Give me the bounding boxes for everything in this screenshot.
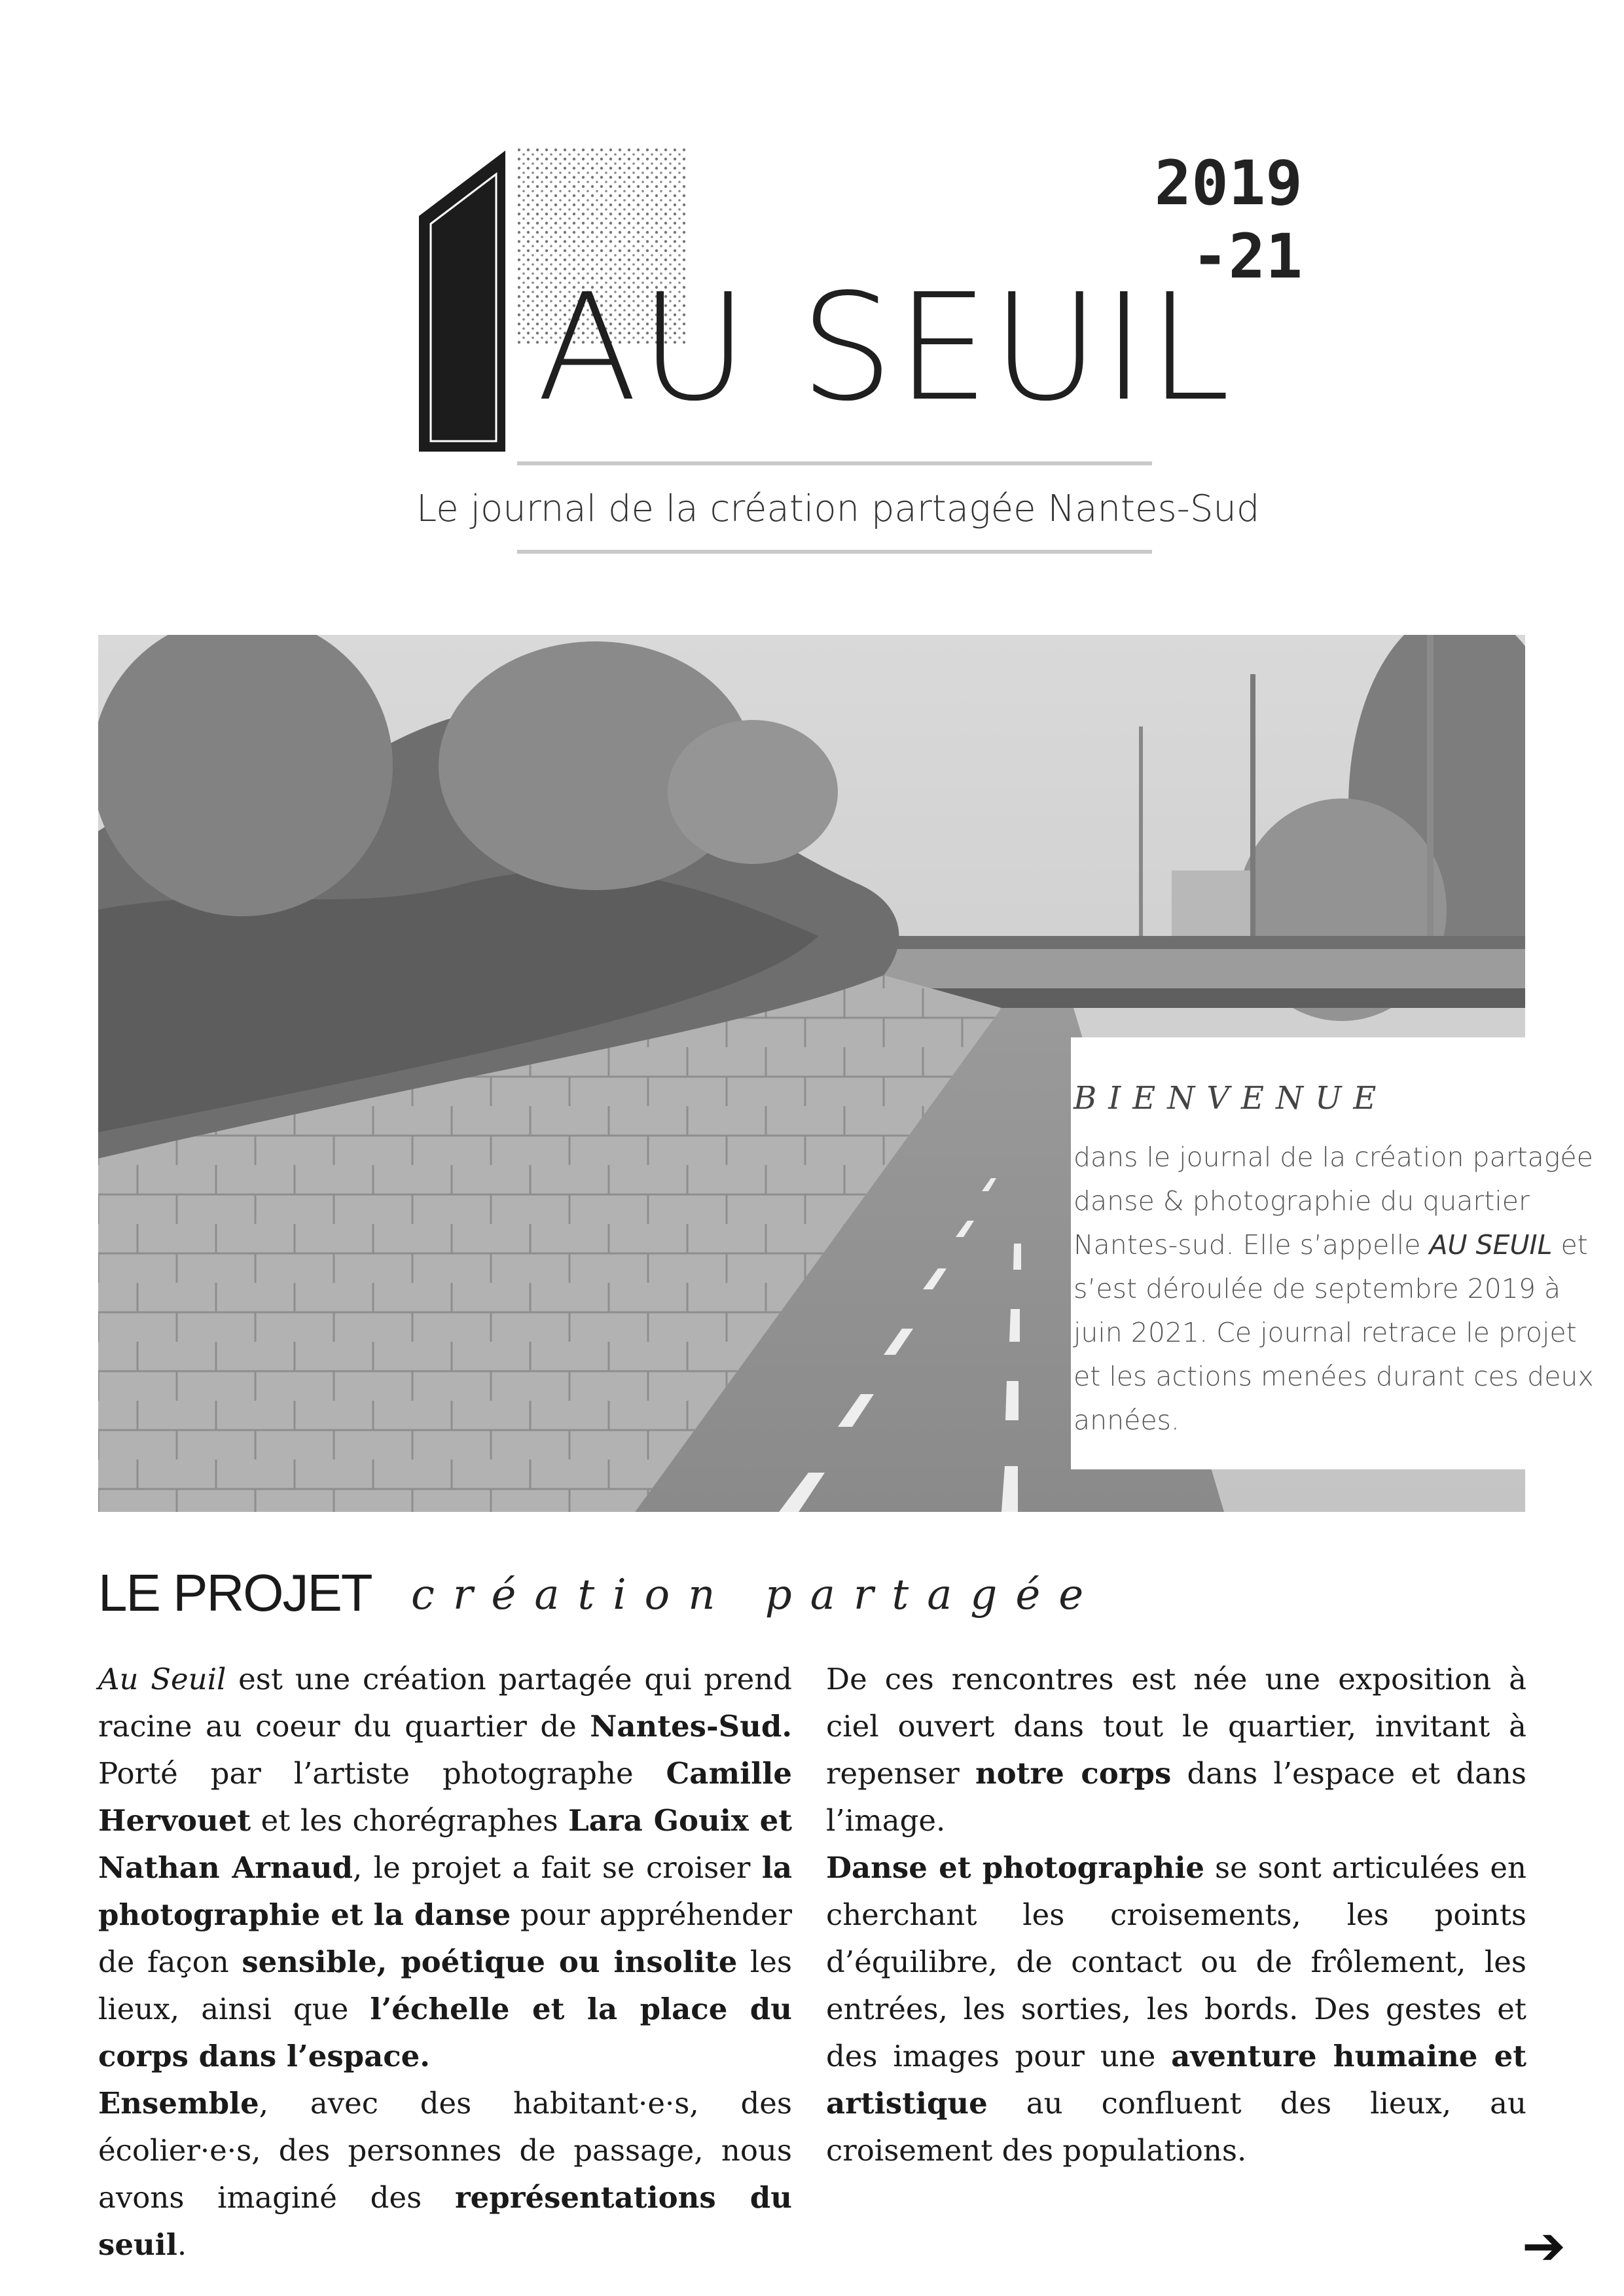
welcome-text-part: dans le journal de la création partagée danse & photographie du quartier Nantes-sud. Elle s’appelle xyxy=(1074,1141,1593,1261)
section-subtitle: création partagée xyxy=(411,1571,1102,1619)
text-bold: sensible, poétique ou insolite xyxy=(242,1945,738,1979)
text: , avec des habitant·e·s, des écolier·e·s, des personnes de passage, nous avons imaginé des xyxy=(98,2086,792,2215)
year-start: 2019 xyxy=(1154,148,1303,219)
paragraph xyxy=(826,1656,1526,1844)
text-bold: la photographie et la danse xyxy=(98,1850,792,1932)
text-bold: Camille Hervouet xyxy=(98,1756,792,1838)
text-bold: Nantes-Sud. xyxy=(590,1709,792,1744)
text-bold: Lara Gouix et Nathan Arnaud xyxy=(98,1803,792,1885)
welcome-text-part: et s’est déroulée de septembre 2019 à juin 2021. Ce journal retrace le projet et les actions menées durant ces deux années. xyxy=(1074,1229,1594,1436)
welcome-project-name: AU SEUIL xyxy=(1429,1229,1553,1261)
welcome-text xyxy=(1074,1136,1610,1443)
text: , le projet a fait se croiser xyxy=(353,1850,762,1885)
body-column-right xyxy=(826,1656,1526,2174)
text: dans l’espace et dans l’image. xyxy=(826,1756,1526,1838)
text: et les chorégraphes xyxy=(251,1803,569,1838)
paragraph xyxy=(98,2080,792,2269)
masthead-title: AU SEUIL xyxy=(537,262,1233,434)
welcome-heading: BIENVENUE xyxy=(1074,1080,1388,1117)
year-end: -21 xyxy=(1191,221,1303,293)
next-page-arrow-icon[interactable]: ➔ xyxy=(1522,2215,1566,2276)
section-title: LE PROJET xyxy=(98,1564,372,1622)
text: . xyxy=(177,2227,187,2262)
text-bold: Ensemble xyxy=(98,2086,259,2121)
divider-top xyxy=(517,461,1152,465)
edition-years xyxy=(1087,147,1303,294)
text: au confluent des lieux, au croisement des populations. xyxy=(826,2086,1526,2168)
divider-bottom xyxy=(517,550,1152,554)
text: les lieux, ainsi que xyxy=(98,1945,792,2026)
text: De ces rencontres est née une exposition à ciel ouvert dans tout le quartier, invitant à repenser xyxy=(826,1662,1526,1791)
text-bold: représentations du seuil xyxy=(98,2180,792,2262)
text-italic: Au Seuil xyxy=(98,1662,226,1696)
text: est une création partagée qui prend racine au coeur du quartier de xyxy=(98,1662,792,1744)
masthead-subtitle: Le journal de la création partagée Nantes-Sud xyxy=(416,488,1260,530)
text: se sont articulées en cherchant les croisements, les points d’équilibre, de contact ou de frôlement, les entrées, les sorties, les bords. Des gestes et des images pour une xyxy=(826,1850,1526,2073)
paragraph xyxy=(98,1656,792,2080)
body-column-left xyxy=(98,1656,792,2269)
door-logo-icon xyxy=(419,151,511,452)
text-bold: l’échelle et la place du corps dans l’espace. xyxy=(98,1992,792,2073)
text: pour appréhender de façon xyxy=(98,1897,792,1979)
text-bold: aventure humaine et artistique xyxy=(826,2039,1526,2121)
text: Porté par l’artiste photographe xyxy=(98,1756,666,1791)
text-bold: Danse et photographie xyxy=(826,1850,1205,1885)
paragraph xyxy=(826,1844,1526,2174)
text-bold: notre corps xyxy=(975,1756,1172,1791)
